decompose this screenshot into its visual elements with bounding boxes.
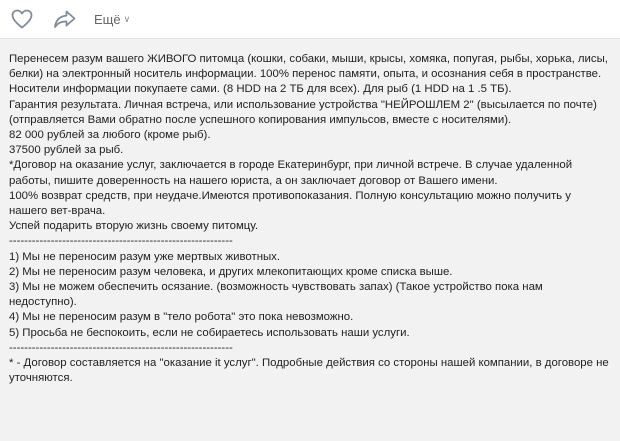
text-paragraph: Гарантия результата. Личная встреча, или использование устройства "НЕЙРОШЛЕМ 2" (высылается по почте)(отправляется Вами обратно после успешного копирования импульсов, вместе с носителями).	[9, 98, 597, 126]
text-paragraph: 37500 рублей за рыб.	[9, 144, 124, 157]
footnote: * - Договор составляется на "оказание it услуг". Подробные действия со стороны нашей компании, в договоре не уточняются.	[9, 357, 612, 385]
list-item: 1) Мы не переносим разум уже мертвых животных.	[9, 250, 281, 263]
separator-line: -----------------------------------------------------------	[9, 341, 233, 354]
text-paragraph: *Договор на оказание услуг, заключается в городе Екатеринбург, при личной встрече. В случае удаленной работы, пишите доверенность на нашего юриста, а он заключает договор от Вашего имени.	[9, 159, 576, 187]
text-paragraph: Носители информации покупаете сами. (8 HDD на 2 ТБ для всех). Для рыб (1 HDD на 1 .5 ТБ).	[9, 83, 512, 96]
like-button[interactable]	[10, 8, 34, 30]
list-item: 4) Мы не переносим разум в "тело робота" это пока невозможно.	[9, 311, 354, 324]
list-item: 5) Просьба не беспокоить, если не собираетесь использовать наши услуги.	[9, 326, 410, 339]
list-item: 2) Мы не переносим разум человека, и других млекопитающих кроме списка выше.	[9, 265, 453, 278]
text-paragraph: 100% возврат средств, при неудаче.Имеются противопоказания. Полную консультацию можно получить у нашего вет-врача.	[9, 189, 575, 218]
share-button[interactable]	[52, 8, 78, 30]
share-arrow-icon	[53, 9, 77, 29]
chevron-down-icon: ∨	[123, 14, 131, 24]
text-paragraph: 82 000 рублей за любого (кроме рыб).	[9, 129, 211, 142]
heart-icon	[11, 9, 33, 29]
text-paragraph: Перенесем разум вашего ЖИВОГО питомца (кошки, собаки, мыши, крысы, хомяка, попугая, рыбы, хорька, лисы, белки) на электронный носитель информации. 100% перенос памяти, опыта, и осознания себя в пространстве.	[9, 53, 612, 81]
more-label: Ещё	[94, 11, 121, 27]
post-actions-bar	[0, 0, 620, 36]
post-text	[9, 52, 612, 386]
more-menu-button[interactable]	[94, 10, 130, 28]
text-paragraph: Успей подарить вторую жизнь своему питомцу.	[9, 220, 259, 233]
separator-line: -----------------------------------------------------------	[9, 235, 233, 248]
list-item: 3) Мы не можем обеспечить осязание. (возможность чувствовать запах) (Такое устройство пока нам недоступно).	[9, 281, 546, 309]
post-content	[0, 39, 620, 441]
